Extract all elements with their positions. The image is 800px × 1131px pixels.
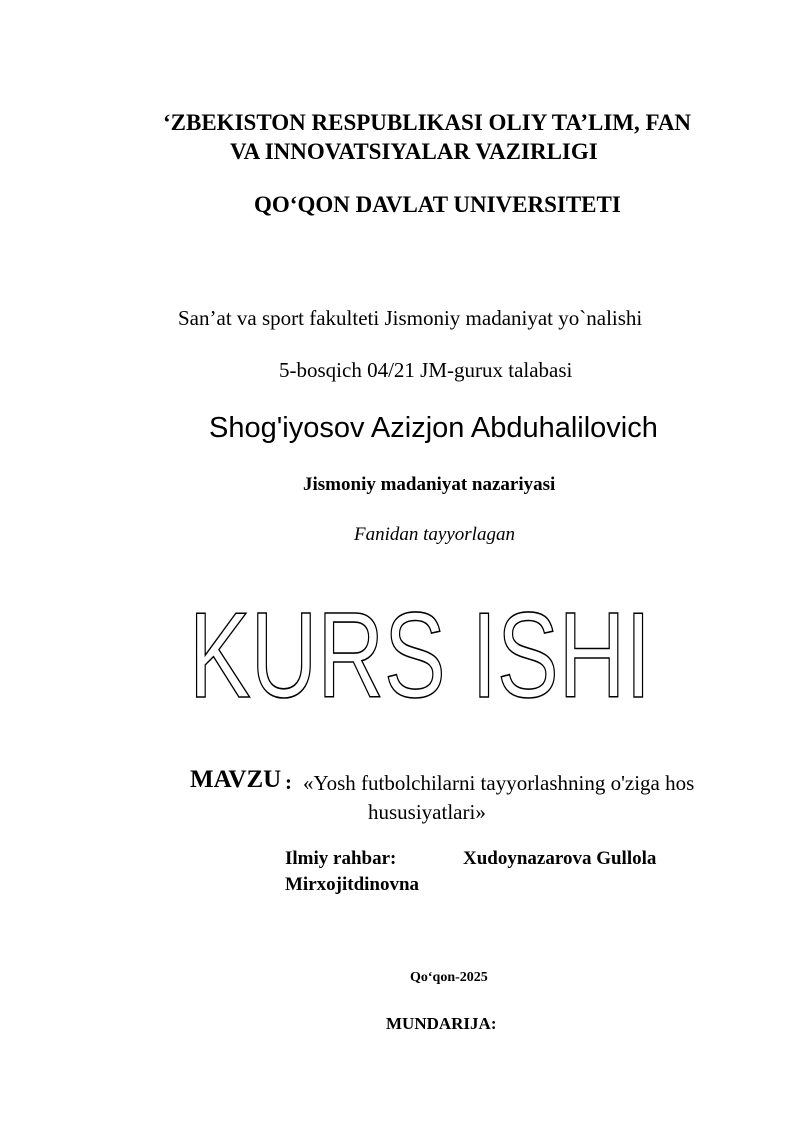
subject-name: Jismoniy madaniyat nazariyasi — [303, 474, 556, 495]
group-line: 5-bosqich 04/21 JM-gurux talabasi — [279, 358, 573, 382]
topic-label: MAVZU — [190, 766, 282, 793]
advisor-label: Ilmiy rahbar: — [285, 848, 397, 869]
student-name: Shog'iyosov Azizjon Abduhalilovich — [209, 412, 658, 444]
university-name: QO‘QON DAVLAT UNIVERSITETI — [254, 192, 621, 217]
ministry-line-2: VA INNOVATSIYALAR VAZIRLIGI — [230, 139, 598, 164]
city-year: Qo‘qon-2025 — [410, 970, 488, 985]
contents-heading: MUNDARIJA: — [386, 1014, 497, 1033]
course-work-title — [180, 587, 660, 723]
topic-line-2: hususiyatlari» — [368, 800, 486, 824]
course-work-title-text: KURS ISHI — [189, 587, 651, 723]
ministry-line-1: ‘ZBEKISTON RESPUBLIKASI OLIY TA’LIM, FAN — [163, 110, 692, 135]
topic-colon: : — [285, 770, 292, 794]
advisor-name-line-2: Mirxojitdinovna — [285, 874, 420, 895]
advisor-name-line-1: Xudoynazarova Gullola — [463, 848, 657, 869]
faculty-line: San’at va sport fakulteti Jismoniy madaniyat yo`nalishi — [178, 306, 643, 330]
topic-line-1: «Yosh futbolchilarni tayyorlashning o'ziga hos — [303, 771, 695, 795]
prepared-line: Fanidan tayyorlagan — [354, 524, 515, 545]
